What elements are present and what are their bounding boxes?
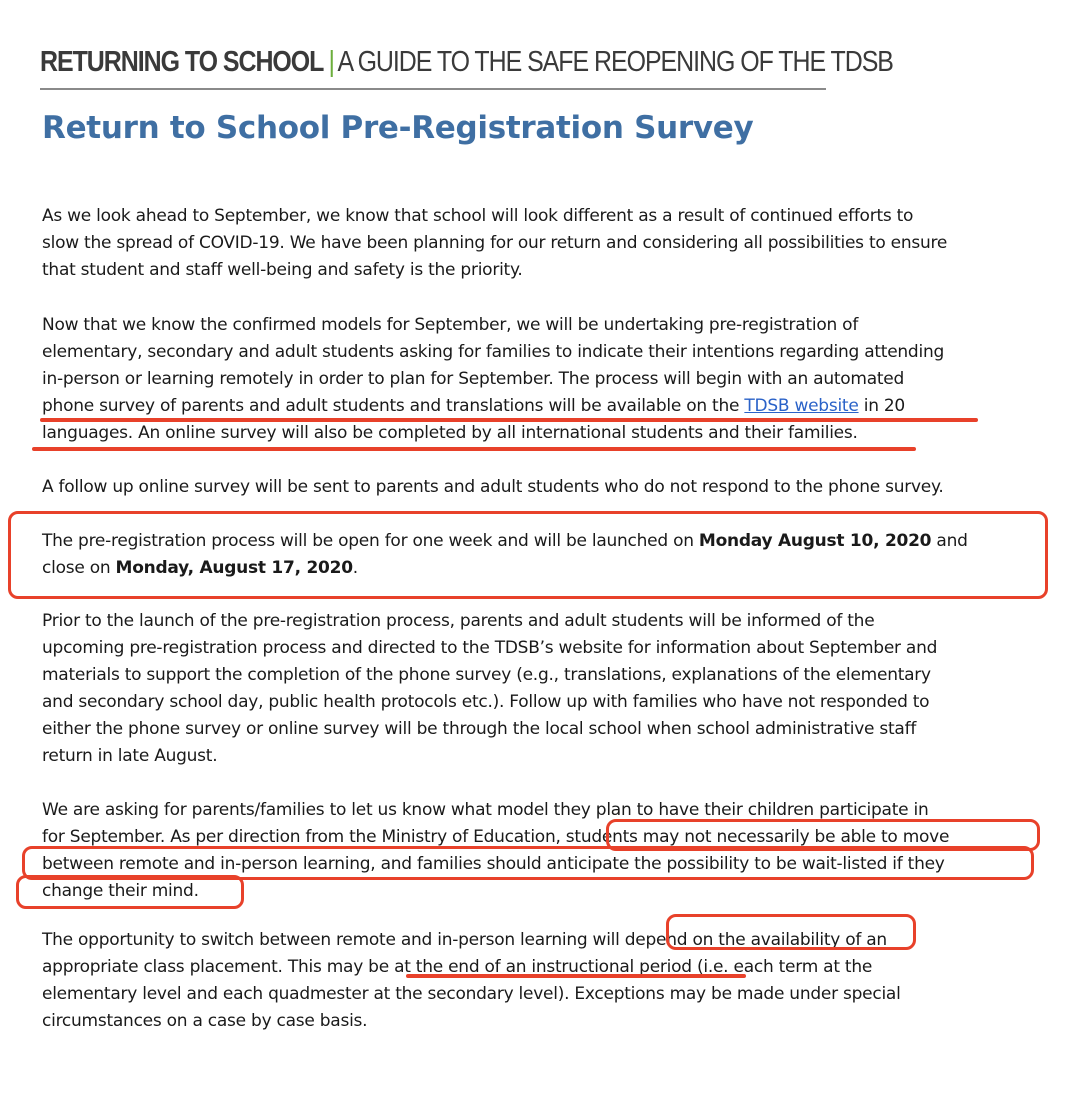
text-line: The opportunity to switch between remote and in-person learning will depend on the availability of an <box>42 930 887 950</box>
text-segment: in 20 <box>858 396 905 416</box>
text-line: As we look ahead to September, we know that school will look different as a result of continued efforts to <box>42 206 914 226</box>
red-underline-annotation <box>32 447 916 451</box>
text-line: Now that we know the confirmed models for September, we will be undertaking pre-registration of <box>42 315 859 335</box>
header-separator: | <box>328 46 334 78</box>
header-text <box>40 46 893 79</box>
text-line: A follow up online survey will be sent to parents and adult students who do not respond to the phone survey. <box>42 477 944 497</box>
text-segment: The pre-registration process will be open for one week and will be launched on <box>42 531 699 551</box>
text-line: elementary level and each quadmester at the secondary level). Exceptions may be made under special <box>42 984 901 1004</box>
tdsb-website-link[interactable]: TDSB website <box>744 396 859 416</box>
paragraph-pre-registration <box>42 312 1042 447</box>
text-line: either the phone survey or online survey will be through the local school when school administrative staff <box>42 719 917 739</box>
text-line: slow the spread of COVID-19. We have been planning for our return and considering all possibilities to ensure <box>42 233 948 253</box>
paragraph-follow-up <box>42 474 1042 501</box>
red-box-annotation <box>8 511 1048 599</box>
text-line: return in late August. <box>42 746 218 766</box>
open-date: Monday August 10, 2020 <box>698 531 932 551</box>
text-line: for September. As per direction from the Ministry of Education, students may not necessarily be able to move <box>42 827 950 847</box>
text-line: circumstances on a case by case basis. <box>42 1011 368 1031</box>
red-underline-annotation <box>406 974 746 978</box>
text-line: elementary, secondary and adult students asking for families to indicate their intentions regarding attending <box>42 342 945 362</box>
text-line: change their mind. <box>42 881 199 901</box>
page-title: Return to School Pre-Registration Survey <box>42 110 754 146</box>
text-line: materials to support the completion of the phone survey (e.g., translations, explanations of the elementary <box>42 665 931 685</box>
text-line: and secondary school day, public health protocols etc.). Follow up with families who have not responded to <box>42 692 930 712</box>
header-subtitle: A GUIDE TO THE SAFE REOPENING OF THE TDSB <box>337 46 893 78</box>
text-line: Prior to the launch of the pre-registration process, parents and adult students will be informed of the <box>42 611 875 631</box>
red-underline-annotation <box>40 418 978 422</box>
red-box-annotation <box>16 875 244 909</box>
text-line: We are asking for parents/families to let us know what model they plan to have their children participate in <box>42 800 929 820</box>
text-line: languages. An online survey will also be completed by all international students and their families. <box>42 423 858 443</box>
text-segment: close on <box>42 558 116 578</box>
text-line: appropriate class placement. This may be at the end of an instructional period (i.e. each term at the <box>42 957 873 977</box>
text-segment: phone survey of parents and adult students and translations will be available on the <box>42 396 745 416</box>
text-line: between remote and in-person learning, and families should anticipate the possibility to be wait-listed if they <box>42 854 945 874</box>
header-bold-title: RETURNING TO SCHOOL <box>40 46 324 78</box>
text-line <box>42 393 1042 420</box>
paragraph-prior-launch <box>42 608 1042 770</box>
paragraph-intro <box>42 203 1042 284</box>
text-segment: . <box>352 558 358 578</box>
text-line: that student and staff well-being and safety is the priority. <box>42 260 523 280</box>
text-segment: and <box>931 531 968 551</box>
text-line: upcoming pre-registration process and directed to the TDSB’s website for information about September and <box>42 638 938 658</box>
close-date: Monday, August 17, 2020 <box>115 558 353 578</box>
text-line: in-person or learning remotely in order to plan for September. The process will begin with an automated <box>42 369 905 389</box>
red-box-annotation <box>666 914 916 950</box>
document-header <box>40 44 893 90</box>
